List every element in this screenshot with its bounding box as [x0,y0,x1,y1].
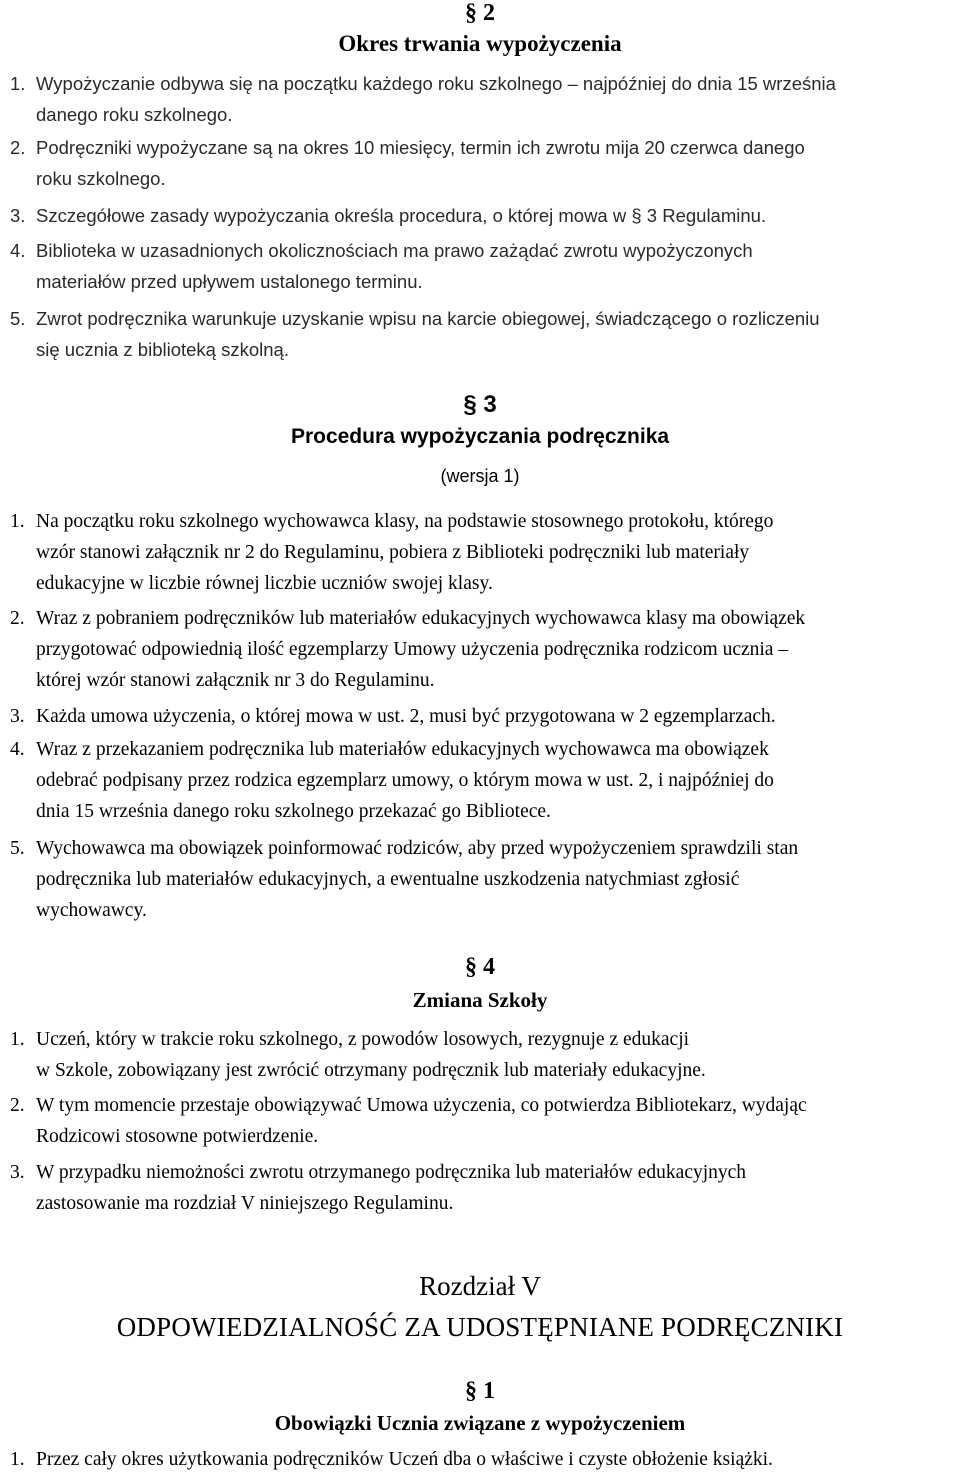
item-line: odebrać podpisany przez rodzica egzemplarz umowy, o którym mowa w ust. 2, i najpóźniej do [36,770,774,791]
item-line: Wychowawca ma obowiązek poinformować rodziców, aby przed wypożyczeniem sprawdzili stan [36,838,799,859]
item-number: 1. [10,1449,25,1470]
item-line: przygotować odpowiednią ilość egzemplarzy Umowy użyczenia podręcznika rodzicom ucznia – [36,639,789,660]
item-line: Wypożyczanie odbywa się na początku każdego roku szkolnego – najpóźniej do dnia 15 września [36,73,836,94]
item-line: W tym momencie przestaje obowiązywać Umowa użyczenia, co potwierdza Bibliotekarz, wydając [36,1095,807,1116]
item-line: dnia 15 września danego roku szkolnego przekazać go Bibliotece. [36,801,551,822]
item-number: 2. [10,1095,25,1116]
item-line: W przypadku niemożności zwrotu otrzymanego podręcznika lub materiałów edukacyjnych [36,1162,747,1183]
section-2-title: Okres trwania wypożyczenia [338,31,622,56]
item-line: roku szkolnego. [36,168,166,189]
section-3-item-5 [10,833,960,926]
section-2-item-4 [10,235,960,297]
section-3-subtitle: (wersja 1) [440,466,520,486]
item-number: 4. [10,739,25,760]
section-2-mark: § 2 [465,0,495,26]
item-line: zastosowanie ma rozdział V niniejszego Regulaminu. [36,1193,454,1214]
item-number: 5. [10,308,26,329]
section-3-item-3 [10,701,960,732]
item-line: Na początku roku szkolnego wychowawca klasy, na podstawie stosownego protokołu, którego [36,511,774,532]
item-line: której wzór stanowi załącznik nr 3 do Regulaminu. [36,670,435,691]
item-line: wychowawcy. [36,900,147,921]
item-number: 2. [10,137,26,158]
item-line: wzór stanowi załącznik nr 2 do Regulaminu, pobiera z Biblioteki podręczniki lub materiały [36,542,750,563]
chapter-title: ODPOWIEDZIALNOŚĆ ZA UDOSTĘPNIANE PODRĘCZNIKI [116,1312,844,1342]
section-3-item-2 [10,603,960,696]
section-2-item-1 [10,68,960,130]
item-line: Szczegółowe zasady wypożyczania określa procedura, o której mowa w § 3 Regulaminu. [36,205,767,226]
chapter-section-1-mark: § 1 [465,1378,495,1404]
section-2-item-2 [10,132,960,194]
item-number: 2. [10,608,25,629]
item-line: edukacyjne w liczbie równej liczbie uczniów swojej klasy. [36,573,493,594]
item-line: danego roku szkolnego. [36,104,233,125]
item-line: Wraz z pobraniem podręczników lub materiałów edukacyjnych wychowawca klasy ma obowiązek [36,608,806,629]
section-4-item-1 [10,1024,960,1086]
section-4-title: Zmiana Szkoły [412,988,548,1012]
chapter-section-1-title: Obowiązki Ucznia związane z wypożyczeniem [274,1411,686,1435]
item-line: Zwrot podręcznika warunkuje uzyskanie wpisu na karcie obiegowej, świadczącego o rozliczeniu [36,308,820,329]
section-3-item-1 [10,506,960,599]
item-number: 1. [10,511,25,532]
item-number: 1. [10,1029,25,1050]
section-2-item-5 [10,303,960,365]
item-number: 5. [10,838,25,859]
item-line: podręcznika lub materiałów edukacyjnych, a ewentualne uszkodzenia natychmiast zgłosić [36,869,740,890]
item-number: 3. [10,1162,25,1183]
item-line: się ucznia z biblioteką szkolną. [36,339,289,360]
section-2-item-3 [10,200,960,231]
section-3-title: Procedura wypożyczania podręcznika [290,425,670,448]
item-number: 4. [10,240,26,261]
item-line: Rodzicowi stosowne potwierdzenie. [36,1126,319,1147]
item-line: w Szkole, zobowiązany jest zwrócić otrzymany podręcznik lub materiały edukacyjne. [36,1060,706,1081]
chapter-section-1-item-1 [10,1444,960,1475]
item-line: Wraz z przekazaniem podręcznika lub materiałów edukacyjnych wychowawca ma obowiązek [36,739,769,760]
item-line: Przez cały okres użytkowania podręczników Uczeń dba o właściwe i czyste obłożenie książki. [36,1449,773,1470]
section-3-mark: § 3 [463,391,497,418]
item-line: Biblioteka w uzasadnionych okolicznościach ma prawo zażądać zwrotu wypożyczonych [36,240,753,261]
item-number: 3. [10,205,26,226]
item-line: Każda umowa użyczenia, o której mowa w ust. 2, musi być przygotowana w 2 egzemplarzach. [36,706,776,727]
section-4-mark: § 4 [465,954,495,980]
chapter-label: Rozdział V [419,1271,541,1301]
item-number: 3. [10,706,25,727]
item-line: Uczeń, który w trakcie roku szkolnego, z powodów losowych, rezygnuje z edukacji [36,1029,690,1050]
section-4-item-2 [10,1090,960,1152]
item-line: Podręczniki wypożyczane są na okres 10 miesięcy, termin ich zwrotu mija 20 czerwca danego [36,137,805,158]
section-4-item-3 [10,1157,960,1219]
item-number: 1. [10,73,26,94]
section-3-item-4 [10,734,960,827]
item-line: materiałów przed upływem ustalonego terminu. [36,271,423,292]
